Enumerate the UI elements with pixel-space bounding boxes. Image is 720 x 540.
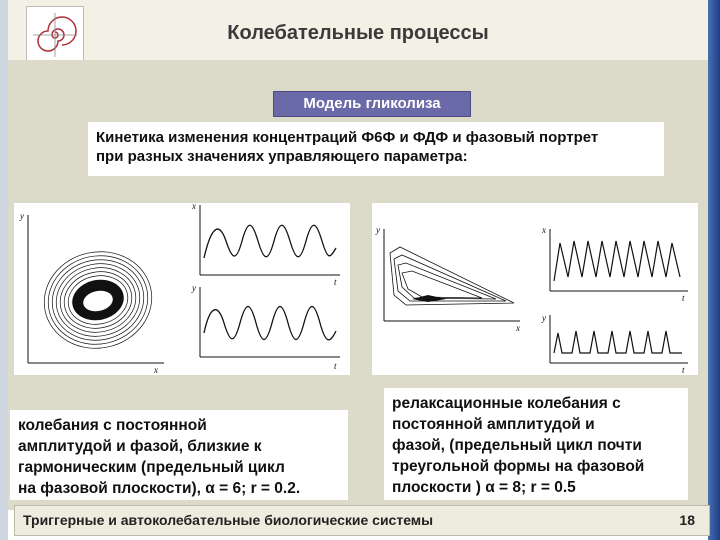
left-caption-line-4: на фазовой плоскости), α = 6; r = 0.2. — [18, 480, 301, 497]
left-ts2-wave — [204, 307, 336, 340]
left-phase-x-label: x — [154, 365, 158, 375]
right-border — [708, 0, 720, 540]
right-ts1-t-label: t — [682, 293, 685, 303]
footer — [14, 505, 710, 536]
right-figure-svg — [372, 203, 698, 375]
left-ts2-y-label: y — [192, 283, 196, 293]
right-ts2-t-label: t — [682, 365, 685, 375]
slide-title: Колебательные процессы — [227, 22, 489, 44]
right-caption-line-5: плоскости ) α = 8; r = 0.5 — [392, 479, 576, 496]
left-ts2-t-label: t — [334, 361, 337, 371]
section-label: Модель гликолиза — [273, 91, 471, 117]
right-figure — [372, 203, 698, 375]
right-caption-line-3: фазой, (предельный цикл почти — [392, 437, 642, 454]
left-border — [0, 0, 8, 540]
left-ts1-t-label: t — [334, 277, 337, 287]
right-caption-line-1: релаксационные колебания с — [392, 395, 621, 412]
right-limit-cycle — [390, 247, 514, 305]
left-figure — [14, 203, 350, 375]
left-caption-line-1: колебания с постоянной — [18, 417, 207, 434]
right-ts2-wave — [554, 331, 682, 353]
right-caption-line-4: треугольной формы на фазовой — [392, 458, 645, 475]
right-caption-line-2: постоянной амплитудой и — [392, 416, 595, 433]
left-ts1-x-label: x — [192, 203, 196, 211]
left-ts1-wave — [204, 225, 336, 258]
left-caption-line-2: амплитудой и фазой, близкие к — [18, 438, 262, 455]
intro-line-2: при разных значениях управляющего параметра: — [96, 148, 468, 165]
right-phase-x-label: x — [516, 323, 520, 333]
left-caption — [10, 410, 348, 500]
intro-text — [88, 122, 664, 176]
right-caption — [384, 388, 688, 500]
right-ts1-x-label: x — [542, 225, 546, 235]
left-figure-svg — [14, 203, 350, 375]
right-ts1-wave — [554, 241, 680, 281]
left-caption-line-3: гармоническим (предельный цикл — [18, 459, 285, 476]
left-phase-y-label: y — [20, 211, 24, 221]
header — [8, 0, 708, 60]
right-phase-y-label: y — [376, 225, 380, 235]
page-number: 18 — [679, 512, 695, 528]
footer-text: Триггерные и автоколебательные биологические системы — [23, 512, 434, 528]
right-ts2-y-label: y — [542, 313, 546, 323]
intro-line-1: Кинетика изменения концентраций Ф6Ф и ФДФ и фазовый портрет — [96, 129, 599, 146]
